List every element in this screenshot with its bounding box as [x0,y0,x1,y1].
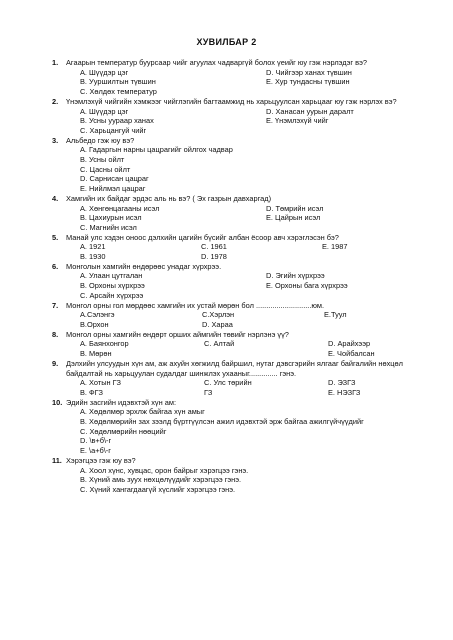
answer-option: A. Гадаргын нарны цацрагийг ойлгох чадвар [80,145,233,155]
answer-option: C. Хүний хангагдаагүй хүслийг хэрэгцээ гэнэ. [80,484,236,494]
answer-option: E. Цайрын исэл [266,213,321,223]
option-row [80,223,412,233]
answer-option: A. Хөнгөнцагааны исэл [80,203,160,213]
page-title: ХУВИЛБАР 2 [196,37,257,47]
option-row [80,320,412,330]
option-row [80,184,412,194]
option-row [80,291,412,301]
option-row [80,446,412,456]
answer-options [66,407,412,456]
answer-option: A. 1921 [80,242,106,252]
question-text: Хэрэгцээ гэж юу вэ? [66,455,136,465]
answer-option: A. Хоол хүнс, хувцас, орон байрыг хэрэгцээ гэнэ. [80,465,249,475]
question-number: 3. [52,135,59,145]
answer-option: A. Баянхонгор [80,339,129,349]
option-row [80,242,412,252]
answer-option: D. \в+б\-г [80,436,112,446]
answer-option: B. 1930 [80,252,106,262]
answer-options [66,242,412,261]
answer-option: C. Харьцангуй чийг [80,125,147,135]
question-text: Монгол орны хамгийн өндөрт орших аймгийн төвийг нэрлэнэ үү? [66,329,289,339]
option-row [80,252,412,262]
option-row [80,407,412,417]
answer-option: D. Сарнисан цацраг [80,174,149,184]
answer-options [66,68,412,97]
answer-option: C. Улс төрийн [204,378,252,388]
question-9 [52,359,412,398]
answer-option: C. Хөдөлмөрийн нөөцийг [80,426,167,436]
option-row [80,87,412,97]
answer-option: D. Арайхээр [328,339,371,349]
answer-option: E. 1987 [322,242,348,252]
question-text: Монголын хамгийн өндөрөөс унадаг хүрхрээ. [66,261,222,271]
answer-options [66,107,412,136]
answer-option: A. Хөдөлмөр эрхлж байгаа хүн амыг [80,407,205,417]
question-5 [52,233,412,262]
answer-option: E.Туул [324,310,347,320]
answer-options [66,378,412,397]
option-row [80,310,412,320]
answer-option: A. Шүүдэр цэг [80,67,129,77]
question-1 [52,58,412,97]
question-number: 6. [52,261,59,271]
answer-option: C. Магнийн исэл [80,222,137,232]
question-text: Дэлхийн улсуудын хүн ам, аж ахуйн хөгжилд байршил, нутаг дэвсгэрийн ялгааг байгалийн нөхцөл байдалтай нь харьцуулан судалдаг шинжлэх ухааныг.............. гэнэ. [66,358,403,378]
question-10 [52,398,412,456]
answer-option: B. Ууршилтын түвшин [80,77,156,87]
answer-option: B. Мөрөн [80,349,112,359]
question-number: 10. [52,397,63,407]
answer-option: C. Арсайн хүрхрээ [80,290,144,300]
question-4 [52,194,412,233]
answer-option: D. Төмрийн исэл [266,203,324,213]
question-text: Эдийн засгийн идэвхтэй хүн ам: [66,397,176,407]
question-text: Манай улс хэдэн оноос дэлхийн цагийн бүсийг албан ёсоор авч хэрэглэсэн бэ? [66,232,339,242]
answer-options [66,466,412,495]
question-list [52,58,412,495]
answer-option: D. Ханасан уурын даралт [266,106,354,116]
answer-option: A. Улаан цутгалан [80,271,143,281]
option-row [80,349,412,359]
question-6 [52,262,412,301]
answer-option: C. Цасны ойлт [80,164,131,174]
answer-option: C. Хөлдөх температур [80,87,157,97]
answer-option: D. Эгийн хүрхрээ [266,271,325,281]
answer-options [66,339,412,358]
answer-option: E. Үнэмлэхүй чийг [266,116,329,126]
question-number: 11. [52,455,62,465]
answer-option: A.Сэлэнгэ [80,310,115,320]
answer-option: B.Орхон [80,319,109,329]
option-row [80,378,412,388]
answer-option: D. ЭЗГЗ [328,378,356,388]
answer-option: D. Хараа [202,319,233,329]
question-text: Альбедо гэж юу вэ? [66,135,135,145]
option-row [80,77,412,87]
answer-options [66,310,412,329]
answer-option: E. НЭЗГЗ [328,387,361,397]
option-row [80,68,412,78]
answer-option: E. Нийлмэл цацраг [80,184,146,194]
answer-options [66,145,412,194]
answer-option: C. Алтай [204,339,235,349]
question-text: Агаарын температур буурсаар чийг агуулах чадваргүй болох үеийг юу гэж нэрлэдэг вэ? [66,58,367,67]
question-7 [52,301,412,330]
option-row [80,145,412,155]
question-number: 5. [52,232,59,242]
question-text: Монгол орны гол мөрдөөс хамгийн их устай мөрөн бол ...........................юм. [66,300,325,310]
option-row [80,107,412,117]
option-row [80,485,412,495]
option-row [80,165,412,175]
answer-option: D. 1978 [201,252,227,262]
question-number: 7. [52,300,59,310]
answer-option: E. Чойбалсан [328,349,375,359]
question-11 [52,456,412,495]
question-3 [52,136,412,194]
answer-option: C.Хэрлэн [202,310,235,320]
option-row [80,388,412,398]
question-text: Хамгийн их байдаг эрдэс аль нь вэ? ( Эх газрын давхаргад) [66,193,272,203]
answer-option: B. Усны ойлт [80,155,125,165]
answer-option: B. Цахиурын исэл [80,213,142,223]
answer-option: B. ФГЗ [80,387,103,397]
question-2 [52,97,412,136]
question-text: Үнэмлэхүй чийгийн хэмжээг чийглэгийн багтаамжид нь харьцуулсан харьцааг юу гэж нэрлэх вэ? [66,96,397,106]
answer-options [66,204,412,233]
answer-option: B. Орхоны хүрхрээ [80,281,145,291]
answer-option: D. Чийгээр ханах түвшин [266,67,352,77]
question-number: 4. [52,193,59,203]
option-row [80,213,412,223]
answer-option: E. \а+б\-г [80,446,111,456]
answer-option: E. Орхоны бага хүрхрээ [266,281,348,291]
answer-option [204,349,328,359]
option-row [80,271,412,281]
option-row [80,155,412,165]
answer-option: A. Шүүдэр цэг [80,106,129,116]
option-row [80,281,412,291]
option-row [80,126,412,136]
question-number: 8. [52,329,59,339]
option-row [80,204,412,214]
answer-option: C. 1961 [201,242,227,252]
option-row [80,427,412,437]
answer-options [66,271,412,300]
option-row [80,339,412,349]
option-row [80,174,412,184]
answer-option: B. Хөдөлмөрийн зах зээлд бүртгүүлсэн ажил идэвхтэй эрж байгаа ажилгүйчүүдийг [80,417,364,427]
option-row [80,116,412,126]
question-number: 1. [52,58,59,67]
option-row [80,417,412,427]
question-8 [52,330,412,359]
answer-option: B. Хүний амь зуух нөхцөлүүдийг хэрэгцээ гэнэ. [80,475,242,485]
question-number: 2. [52,96,59,106]
answer-option: ГЗ [204,387,213,397]
answer-option: B. Усны уураар ханах [80,116,154,126]
answer-option: A. Хотын ГЗ [80,378,121,388]
answer-option: E. Хур тундасны түвшин [266,77,350,87]
question-number: 9. [52,358,59,368]
option-row [80,436,412,446]
option-row [80,475,412,485]
option-row [80,466,412,476]
